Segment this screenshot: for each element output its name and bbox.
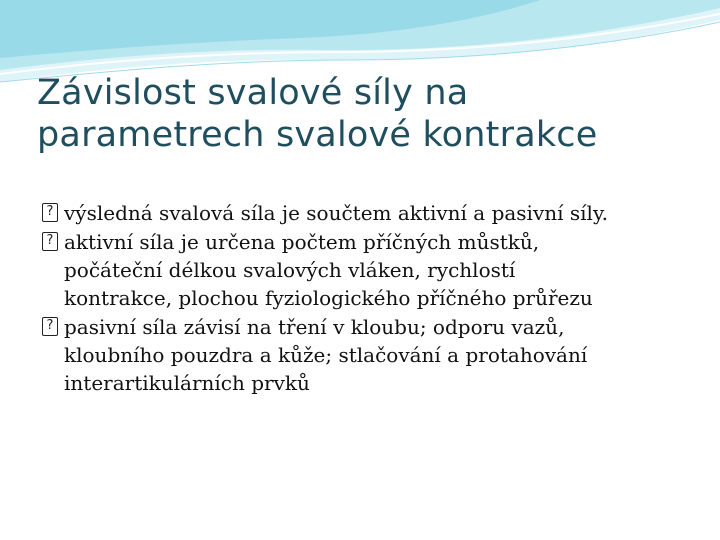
missing-glyph-bullet-icon: ?	[42, 203, 58, 222]
bullet-text-line: pasivní síla závisí na tření v kloubu; odporu vazů,	[64, 315, 565, 339]
bullet-text-line: kontrakce, plochou fyziologického příčného průřezu	[64, 286, 593, 310]
bullet-text-line: počáteční délkou svalových vláken, rychlostí	[64, 258, 516, 282]
slide-title	[37, 72, 697, 156]
bullet-text-line: kloubního pouzdra a kůže; stlačování a protahování	[64, 343, 588, 367]
bullet-item-active-force	[42, 228, 702, 312]
title-line-1: Závislost svalové síly na	[37, 73, 469, 113]
missing-glyph-bullet-icon: ?	[42, 317, 58, 336]
bullet-text-line: interartikulárních prvků	[64, 371, 310, 395]
bullet-text-line: výsledná svalová síla je součtem aktivní a pasivní síly.	[64, 201, 608, 225]
missing-glyph-bullet-icon: ?	[42, 232, 58, 251]
bullet-item-passive-force	[42, 313, 702, 397]
bullet-text-line: aktivní síla je určena počtem příčných můstků,	[64, 230, 540, 254]
title-line-2: parametrech svalové kontrakce	[37, 115, 598, 155]
bullet-list	[42, 199, 702, 398]
bullet-item-result-force	[42, 199, 702, 227]
